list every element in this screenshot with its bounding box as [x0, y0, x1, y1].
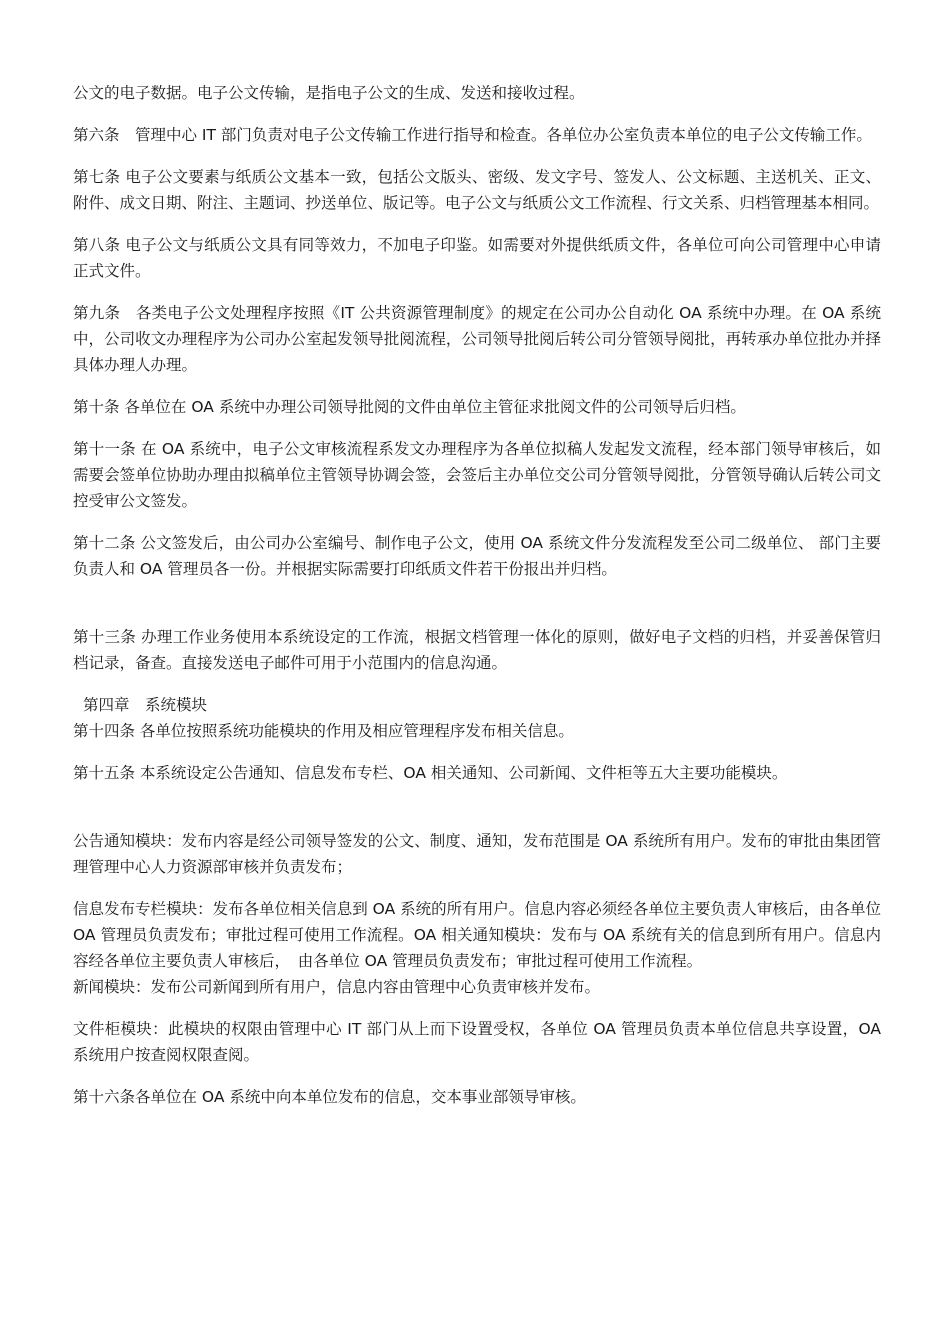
module-announcements: 公告通知模块：发布内容是经公司领导签发的公文、制度、通知，发布范围是 OA 系统所有用户。发布的审批由集团管理管理中心人力资源部审核并负责发布；	[73, 832, 881, 876]
article-14: 第十四条 各单位按照系统功能模块的作用及相应管理程序发布相关信息。	[73, 722, 574, 740]
module-news: 新闻模块：发布公司新闻到所有用户，信息内容由管理中心负责审核并发布。	[73, 978, 601, 996]
article-11: 第十一条 在 OA 系统中，电子公文审核流程系发文办理程序为各单位拟稿人发起发文流程，经本部门领导审核后，如需要会签单位协助办理由拟稿单位主管领导协调会签，会签后主办单位交公司分管领导阅批，分管领导确认后转公司文控受审公文签发。	[73, 440, 881, 510]
module-file-cabinet: 文件柜模块：此模块的权限由管理中心 IT 部门从上而下设置受权，各单位 OA 管理员负责本单位信息共享设置，OA 系统用户按查阅权限查阅。	[73, 1020, 881, 1064]
chapter-heading: 第四章 系统模块	[83, 696, 208, 714]
article-7: 第七条 电子公文要素与纸质公文基本一致，包括公文版头、密级、发文字号、签发人、公文标题、主送机关、正文、附件、成文日期、附注、主题词、抄送单位、版记等。电子公文与纸质公文工作流程、行文关系、归档管理基本相同。	[73, 168, 881, 212]
article-6: 第六条 管理中心 IT 部门负责对电子公文传输工作进行指导和检查。各单位办公室负责本单位的电子公文传输工作。	[73, 126, 872, 144]
article-16: 第十六条各单位在 OA 系统中向本单位发布的信息，交本事业部领导审核。	[73, 1088, 586, 1106]
article-10: 第十条 各单位在 OA 系统中办理公司领导批阅的文件由单位主管征求批阅文件的公司领导后归档。	[73, 398, 746, 416]
module-info-column: 信息发布专栏模块：发布各单位相关信息到 OA 系统的所有用户。信息内容必须经各单位主要负责人审核后，由各单位 OA 管理员负责发布；审批过程可使用工作流程。OA 相关通知模块：发布与 OA 系统有关的信息到所有用户。信息内容经各单位主要负责人审核后， 由各单位 OA 管理员负责发布；审批过程可使用工作流程。	[73, 900, 881, 970]
article-15: 第十五条 本系统设定公告通知、信息发布专栏、OA 相关通知、公司新闻、文件柜等五大主要功能模块。	[73, 764, 788, 782]
article-9: 第九条 各类电子公文处理程序按照《IT 公共资源管理制度》的规定在公司办公自动化 OA 系统中办理。在 OA 系统中，公司收文办理程序为公司办公室起发领导批阅流程，公司领导批阅后转公司分管领导阅批，再转承办单位批办并择具体办理人办理。	[73, 304, 881, 374]
paragraph-continuation: 公文的电子数据。电子公文传输，是指电子公文的生成、发送和接收过程。	[73, 84, 585, 102]
article-12: 第十二条 公文签发后，由公司办公室编号、制作电子公文，使用 OA 系统文件分发流程发至公司二级单位、 部门主要负责人和 OA 管理员各一份。并根据实际需要打印纸质文件若干份报出并归档。	[73, 534, 881, 578]
article-8: 第八条 电子公文与纸质公文具有同等效力，不加电子印鉴。如需要对外提供纸质文件，各单位可向公司管理中心申请正式文件。	[73, 236, 881, 280]
article-13: 第十三条 办理工作业务使用本系统设定的工作流，根据文档管理一体化的原则，做好电子文档的归档，并妥善保管归档记录，备查。直接发送电子邮件可用于小范围内的信息沟通。	[73, 628, 881, 672]
document-page	[73, 80, 881, 1110]
